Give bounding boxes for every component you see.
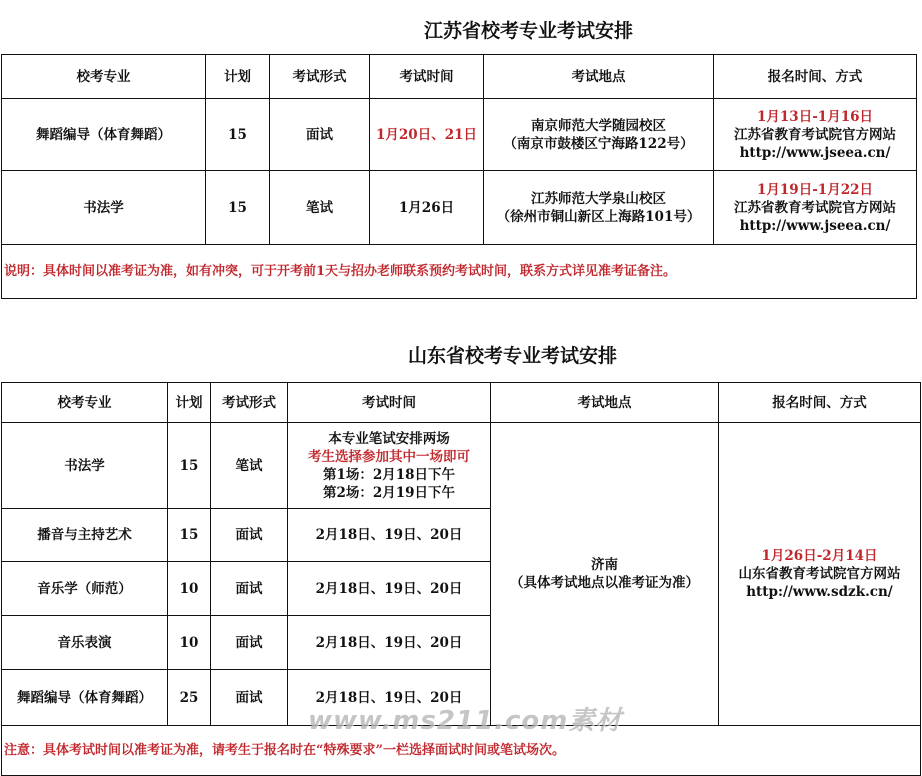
jiangsu-header-row [2, 55, 917, 99]
header-registration: 报名时间、方式 [719, 383, 921, 423]
place-note: （具体考试地点以准考证为准） [510, 575, 699, 591]
header-time: 考试时间 [288, 383, 491, 423]
header-plan: 计划 [168, 383, 211, 423]
major-cell: 书法学 [2, 423, 168, 509]
form-cell: 面试 [211, 616, 288, 670]
major-cell: 舞蹈编导（体育舞蹈） [2, 670, 168, 726]
plan-cell: 10 [168, 616, 211, 670]
time-intro: 本专业笔试安排两场 [328, 430, 450, 447]
plan-cell: 15 [168, 423, 211, 509]
form-cell: 面试 [211, 562, 288, 616]
registration-method: 江苏省教育考试院官方网站 [734, 126, 896, 143]
session-1: 第1场：2月18日下午 [322, 466, 456, 483]
header-major: 校考专业 [2, 383, 168, 423]
header-plan: 计划 [206, 55, 270, 99]
major-cell: 音乐学（师范） [2, 562, 168, 616]
time-cell: 2月18日、19日、20日 [288, 562, 491, 616]
registration-date: 1月13日-1月16日 [757, 108, 873, 125]
form-cell: 面试 [270, 99, 370, 171]
watermark: www.ms211.com素材 [308, 706, 623, 736]
place-address: （南京市鼓楼区宁海路122号） [503, 135, 694, 152]
form-cell: 笔试 [270, 171, 370, 245]
time-cell: 2月18日、19日、20日 [288, 670, 491, 726]
time-cell: 2月18日、19日、20日 [288, 509, 491, 562]
registration-date: 1月19日-1月22日 [757, 181, 873, 198]
plan-cell: 15 [206, 99, 270, 171]
header-time: 考试时间 [370, 55, 484, 99]
jiangsu-note: 说明：具体时间以准考证为准，如有冲突，可于开考前1天与招办老师联系预约考试时间，联系方式详见准考证备注。 [2, 245, 917, 299]
place-cell [491, 423, 719, 726]
header-major: 校考专业 [2, 55, 206, 99]
place-name: 江苏师范大学泉山校区 [531, 190, 666, 207]
major-cell: 播音与主持艺术 [2, 509, 168, 562]
registration-cell [719, 423, 921, 726]
header-registration: 报名时间、方式 [714, 55, 917, 99]
jiangsu-title: 江苏省校考专业考试安排 [424, 20, 634, 42]
registration-url: http://www.jseea.cn/ [739, 217, 891, 234]
place-cell [484, 171, 714, 245]
session-2: 第2场：2月19日下午 [322, 484, 456, 501]
form-cell: 面试 [211, 509, 288, 562]
plan-cell: 15 [206, 171, 270, 245]
time-cell: 1月20日、21日 [370, 99, 484, 171]
jiangsu-table [1, 54, 917, 299]
registration-url: http://www.sdzk.cn/ [746, 584, 893, 600]
table-row [2, 171, 917, 245]
place-name: 南京师范大学随园校区 [531, 117, 666, 134]
registration-method: 山东省教育考试院官方网站 [738, 566, 901, 582]
header-form: 考试形式 [211, 383, 288, 423]
major-cell: 音乐表演 [2, 616, 168, 670]
time-cell: 1月26日 [370, 171, 484, 245]
shandong-table [1, 382, 921, 776]
registration-cell [714, 99, 917, 171]
registration-date: 1月26日-2月14日 [761, 548, 878, 564]
shandong-header-row [2, 383, 921, 423]
form-cell: 笔试 [211, 423, 288, 509]
registration-cell [714, 171, 917, 245]
shandong-title: 山东省校考专业考试安排 [408, 345, 618, 367]
plan-cell: 10 [168, 562, 211, 616]
registration-url: http://www.jseea.cn/ [739, 144, 891, 161]
header-place: 考试地点 [491, 383, 719, 423]
place-cell [484, 99, 714, 171]
header-place: 考试地点 [484, 55, 714, 99]
registration-method: 江苏省教育考试院官方网站 [734, 199, 896, 216]
table-row [2, 99, 917, 171]
shandong-note: 注意：具体考试时间以准考证为准，请考生于报名时在“特殊要求”一栏选择面试时间或笔试场次。 [2, 726, 921, 776]
note-row [2, 726, 921, 776]
form-cell: 面试 [211, 670, 288, 726]
time-choice-note: 考生选择参加其中一场即可 [308, 448, 470, 465]
table-row [2, 423, 921, 509]
time-cell [288, 423, 491, 509]
header-form: 考试形式 [270, 55, 370, 99]
plan-cell: 25 [168, 670, 211, 726]
time-cell: 2月18日、19日、20日 [288, 616, 491, 670]
major-cell: 舞蹈编导（体育舞蹈） [2, 99, 206, 171]
plan-cell: 15 [168, 509, 211, 562]
note-row [2, 245, 917, 299]
place-address: （徐州市铜山新区上海路101号） [496, 208, 701, 225]
place-city: 济南 [591, 557, 618, 573]
major-cell: 书法学 [2, 171, 206, 245]
